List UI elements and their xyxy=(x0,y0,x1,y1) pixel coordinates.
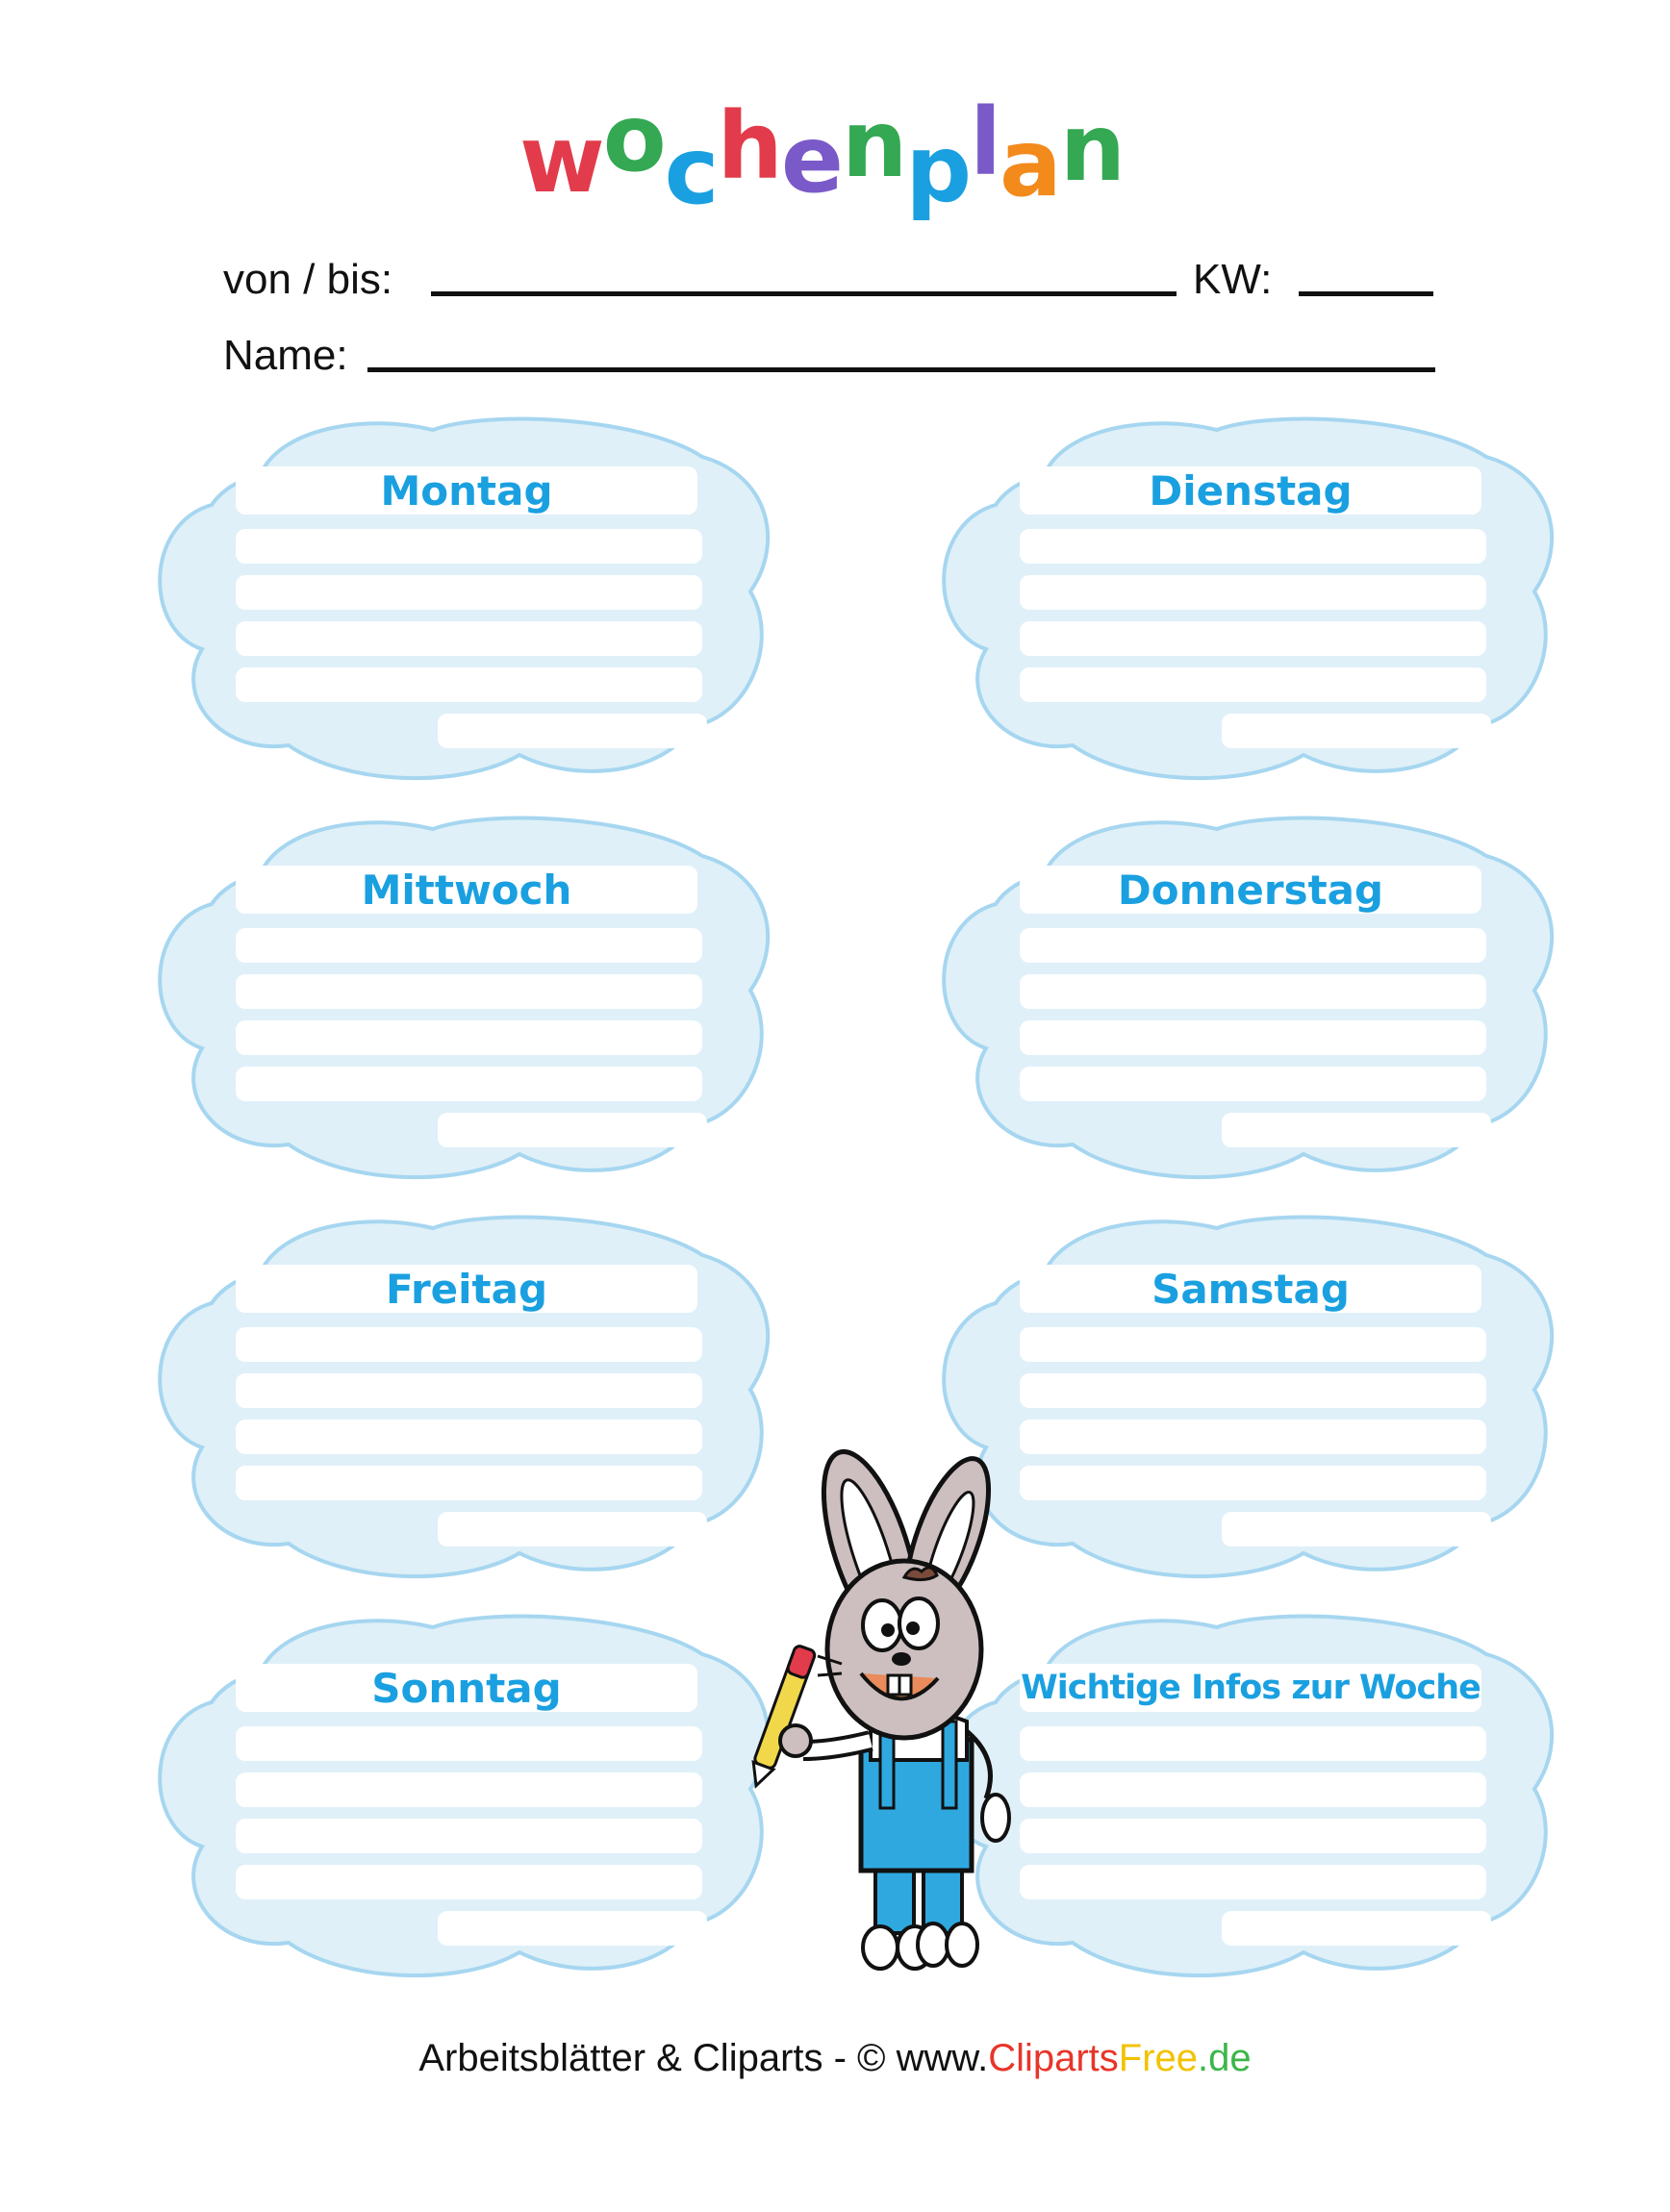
entry-line[interactable] xyxy=(1020,621,1486,656)
footer-brand-3[interactable]: .de xyxy=(1198,2037,1252,2079)
title-letter: n xyxy=(842,90,908,198)
day-cloud-donnerstag xyxy=(928,808,1563,1183)
entry-line[interactable] xyxy=(1020,575,1486,610)
entry-line[interactable] xyxy=(1020,1466,1486,1500)
week-label: KW: xyxy=(1193,256,1273,303)
entry-line[interactable] xyxy=(1020,974,1486,1009)
title-letter: l xyxy=(970,88,1001,196)
entry-line[interactable] xyxy=(236,974,702,1009)
day-cloud-freitag xyxy=(144,1207,779,1582)
entry-line[interactable] xyxy=(1020,1373,1486,1408)
entry-line[interactable] xyxy=(236,1466,702,1500)
day-label: Mittwoch xyxy=(236,866,697,914)
title-letter: p xyxy=(905,115,973,223)
bunny-with-pen-illustration xyxy=(726,1433,1034,1991)
from-to-line[interactable] xyxy=(431,291,1177,296)
entry-line-short[interactable] xyxy=(438,1113,707,1147)
footer-credit xyxy=(0,2037,1670,2080)
footer-brand-2[interactable]: Free xyxy=(1118,2037,1199,2079)
entry-line[interactable] xyxy=(236,1865,702,1899)
day-label: Sonntag xyxy=(236,1664,697,1712)
entry-line[interactable] xyxy=(1020,1772,1486,1807)
worksheet-title xyxy=(519,85,1126,239)
entry-line[interactable] xyxy=(1020,529,1486,564)
entry-line[interactable] xyxy=(236,1819,702,1853)
entry-line[interactable] xyxy=(236,1327,702,1362)
entry-line[interactable] xyxy=(236,1373,702,1408)
entry-line[interactable] xyxy=(236,621,702,656)
info-label: Wichtige Infos zur Woche xyxy=(1020,1664,1481,1712)
from-to-label: von / bis: xyxy=(223,256,393,303)
name-line[interactable] xyxy=(367,367,1435,372)
entry-line-short[interactable] xyxy=(438,714,707,748)
entry-line[interactable] xyxy=(236,1772,702,1807)
footer-brand-1[interactable]: Cliparts xyxy=(988,2037,1119,2079)
entry-line[interactable] xyxy=(236,1420,702,1454)
entry-line[interactable] xyxy=(236,575,702,610)
title-letter: h xyxy=(717,92,783,200)
entry-line[interactable] xyxy=(236,667,702,702)
entry-line[interactable] xyxy=(1020,928,1486,963)
footer-prefix: Arbeitsblätter & Cliparts - © www. xyxy=(418,2037,989,2079)
entry-line-short[interactable] xyxy=(1222,1113,1491,1147)
day-label: Freitag xyxy=(236,1265,697,1313)
day-label: Montag xyxy=(236,466,697,515)
entry-line[interactable] xyxy=(1020,1420,1486,1454)
entry-line[interactable] xyxy=(236,1726,702,1761)
title-letter: n xyxy=(1059,94,1126,202)
entry-line[interactable] xyxy=(1020,1020,1486,1055)
entry-line[interactable] xyxy=(1020,1726,1486,1761)
entry-line-short[interactable] xyxy=(438,1911,707,1946)
entry-line-short[interactable] xyxy=(438,1512,707,1546)
entry-line[interactable] xyxy=(1020,1819,1486,1853)
entry-line[interactable] xyxy=(1020,667,1486,702)
day-cloud-dienstag xyxy=(928,409,1563,784)
entry-line[interactable] xyxy=(1020,1327,1486,1362)
day-cloud-montag xyxy=(144,409,779,784)
day-label: Dienstag xyxy=(1020,466,1481,515)
title-letter: a xyxy=(999,110,1062,217)
title-letter: e xyxy=(780,106,844,214)
title-letter: c xyxy=(664,117,720,225)
week-line[interactable] xyxy=(1299,291,1433,296)
entry-line[interactable] xyxy=(236,928,702,963)
name-label: Name: xyxy=(223,332,348,379)
entry-line-short[interactable] xyxy=(1222,714,1491,748)
day-cloud-sonntag xyxy=(144,1606,779,1981)
entry-line-short[interactable] xyxy=(1222,1512,1491,1546)
entry-line[interactable] xyxy=(1020,1067,1486,1101)
day-cloud-mittwoch xyxy=(144,808,779,1183)
entry-line[interactable] xyxy=(1020,1865,1486,1899)
entry-line[interactable] xyxy=(236,1020,702,1055)
entry-line[interactable] xyxy=(236,529,702,564)
title-letter: w xyxy=(519,106,605,214)
day-label: Samstag xyxy=(1020,1265,1481,1313)
entry-line-short[interactable] xyxy=(1222,1911,1491,1946)
day-label: Donnerstag xyxy=(1020,866,1481,914)
entry-line[interactable] xyxy=(236,1067,702,1101)
title-letter: o xyxy=(602,85,667,192)
